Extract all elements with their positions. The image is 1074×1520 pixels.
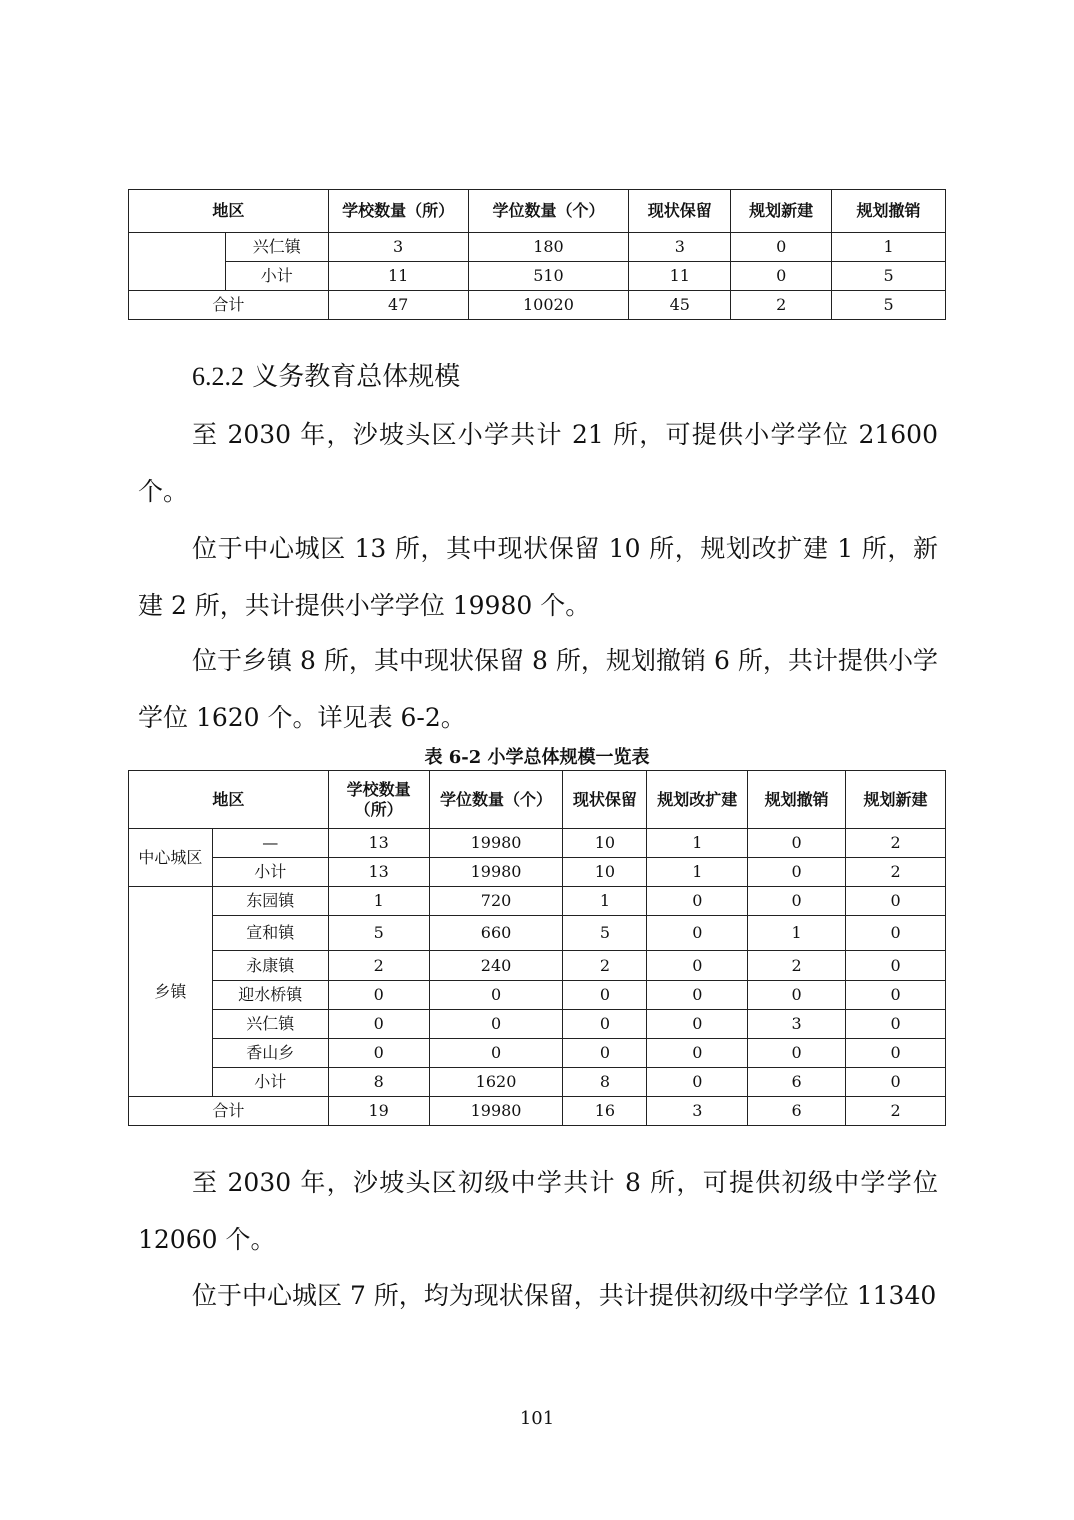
- table-cell: 2: [846, 1097, 946, 1126]
- header-cell: 规划撤销: [832, 190, 946, 233]
- table-cell: 3: [629, 233, 731, 262]
- table-row: [129, 1010, 946, 1039]
- table-cell: 0: [647, 1039, 748, 1068]
- header-cell: 地区: [129, 771, 329, 829]
- table-row: [129, 916, 946, 951]
- table-cell: 0: [328, 1039, 429, 1068]
- subregion-cell: 小计: [212, 858, 328, 887]
- paragraph: 位于乡镇 8 所，其中现状保留 8 所，规划撤销 6 所，共计提供小学学位 1620 个。详见表 6-2。: [138, 646, 938, 732]
- table-cell: 0: [647, 981, 748, 1010]
- header-cell: 规划撤销: [748, 771, 846, 829]
- table-row: [129, 858, 946, 887]
- table-cell: 1: [328, 887, 429, 916]
- header-cell: 学位数量（个）: [429, 771, 563, 829]
- table-cell: 0: [731, 262, 832, 291]
- table-row: [129, 829, 946, 858]
- table-cell: 3: [748, 1010, 846, 1039]
- table-row: [129, 1068, 946, 1097]
- table-cell: 11: [328, 262, 468, 291]
- table-cell: 0: [731, 233, 832, 262]
- table-cell: 47: [328, 291, 468, 320]
- table-row: [129, 262, 946, 291]
- section-heading: [192, 356, 460, 393]
- table-cell: 19: [328, 1097, 429, 1126]
- header-cell: 地区: [129, 190, 329, 233]
- table-cell: 19980: [429, 1097, 563, 1126]
- table-caption: 表 6-2 小学总体规模一览表: [424, 747, 650, 768]
- table-cell: 0: [429, 1039, 563, 1068]
- primary-school-scale-table: [128, 770, 946, 1126]
- table-cell: 0: [846, 1010, 946, 1039]
- table-cell: 0: [846, 1068, 946, 1097]
- header-cell: 现状保留: [563, 771, 647, 829]
- table-cell: 19980: [429, 858, 563, 887]
- table-cell: 510: [468, 262, 629, 291]
- subregion-cell: 迎水桥镇: [212, 981, 328, 1010]
- table-total-row: [129, 291, 946, 320]
- table-cell: 0: [429, 1010, 563, 1039]
- table-cell: 5: [832, 262, 946, 291]
- table-cell: 3: [647, 1097, 748, 1126]
- table-cell: 13: [328, 858, 429, 887]
- header-cell: 学校数量（所）: [328, 771, 429, 829]
- table-cell: 1: [647, 858, 748, 887]
- table-cell: 0: [563, 1039, 647, 1068]
- table-cell: 2: [563, 951, 647, 981]
- table-cell: 45: [629, 291, 731, 320]
- subregion-cell: 宣和镇: [212, 916, 328, 951]
- total-label: 合计: [129, 1097, 329, 1126]
- table-cell: 0: [846, 916, 946, 951]
- table-row: [129, 233, 946, 262]
- subregion-cell: 香山乡: [212, 1039, 328, 1068]
- table-cell: 5: [563, 916, 647, 951]
- table-cell: 0: [748, 981, 846, 1010]
- table-cell: 0: [563, 981, 647, 1010]
- table-cell: 16: [563, 1097, 647, 1126]
- table-row: [129, 981, 946, 1010]
- table-cell: 11: [629, 262, 731, 291]
- table-cell: 2: [731, 291, 832, 320]
- paragraph: 至 2030 年，沙坡头区初级中学共计 8 所，可提供初级中学学位 12060 个。: [138, 1168, 938, 1254]
- header-cell: 现状保留: [629, 190, 731, 233]
- table-cell: 19980: [429, 829, 563, 858]
- table-header-row: [129, 771, 946, 829]
- table-cell: 1: [748, 916, 846, 951]
- table-cell: 10: [563, 858, 647, 887]
- subregion-cell: 兴仁镇: [225, 233, 328, 262]
- table-cell: 10: [563, 829, 647, 858]
- subregion-cell: 永康镇: [212, 951, 328, 981]
- subregion-cell: 小计: [212, 1068, 328, 1097]
- table-cell: 0: [846, 951, 946, 981]
- table-cell: 6: [748, 1068, 846, 1097]
- table-cell: 6: [748, 1097, 846, 1126]
- table-cell: 1: [563, 887, 647, 916]
- table-cell: 0: [748, 829, 846, 858]
- subregion-cell: 东园镇: [212, 887, 328, 916]
- table-cell: 0: [328, 1010, 429, 1039]
- table-cell: 1: [832, 233, 946, 262]
- table-cell: 1620: [429, 1068, 563, 1097]
- table-cell: 0: [328, 981, 429, 1010]
- section-title: 义务教育总体规模: [252, 362, 461, 392]
- table-cell: 2: [748, 951, 846, 981]
- table-cell: 10020: [468, 291, 629, 320]
- header-cell: 规划新建: [731, 190, 832, 233]
- region-cell: [129, 233, 226, 291]
- table-cell: 5: [328, 916, 429, 951]
- table-cell: 5: [832, 291, 946, 320]
- table-header-row: [129, 190, 946, 233]
- table-cell: 0: [647, 887, 748, 916]
- table-cell: 0: [748, 1039, 846, 1068]
- table-cell: 0: [647, 1068, 748, 1097]
- table-cell: 0: [748, 887, 846, 916]
- table-cell: 0: [647, 916, 748, 951]
- table-row: [129, 887, 946, 916]
- section-number: 6.2.2: [192, 362, 244, 391]
- subregion-cell: 小计: [225, 262, 328, 291]
- header-cell: 规划改扩建: [647, 771, 748, 829]
- table-cell: 2: [846, 858, 946, 887]
- school-table-continued: [128, 189, 946, 320]
- subregion-cell: 兴仁镇: [212, 1010, 328, 1039]
- region-cell: 中心城区: [129, 829, 213, 887]
- table-cell: 0: [846, 1039, 946, 1068]
- header-cell: 学校数量（所）: [328, 190, 468, 233]
- table-cell: 0: [563, 1010, 647, 1039]
- subregion-cell: —: [212, 829, 328, 858]
- paragraph: 位于中心城区 7 所，均为现状保留，共计提供初级中学学位 11340: [192, 1281, 937, 1310]
- table-cell: 0: [748, 858, 846, 887]
- table-cell: 0: [846, 887, 946, 916]
- table-cell: 0: [647, 1010, 748, 1039]
- table-row: [129, 1039, 946, 1068]
- paragraph: 位于中心城区 13 所，其中现状保留 10 所，规划改扩建 1 所，新建 2 所，共计提供小学学位 19980 个。: [138, 534, 938, 620]
- table-total-row: [129, 1097, 946, 1126]
- table-cell: 660: [429, 916, 563, 951]
- total-label: 合计: [129, 291, 329, 320]
- table-cell: 8: [563, 1068, 647, 1097]
- page-number: 101: [519, 1408, 555, 1429]
- header-cell: 规划新建: [846, 771, 946, 829]
- table-row: [129, 951, 946, 981]
- table-cell: 240: [429, 951, 563, 981]
- table-cell: 13: [328, 829, 429, 858]
- region-cell: 乡镇: [129, 887, 213, 1097]
- paragraph: 至 2030 年，沙坡头区小学共计 21 所，可提供小学学位 21600 个。: [138, 420, 938, 506]
- table-cell: 720: [429, 887, 563, 916]
- table-cell: 0: [429, 981, 563, 1010]
- table-cell: 8: [328, 1068, 429, 1097]
- table-cell: 1: [647, 829, 748, 858]
- table-cell: 3: [328, 233, 468, 262]
- table-cell: 2: [328, 951, 429, 981]
- table-cell: 0: [846, 981, 946, 1010]
- table-cell: 180: [468, 233, 629, 262]
- table-cell: 2: [846, 829, 946, 858]
- header-cell: 学位数量（个）: [468, 190, 629, 233]
- table-cell: 0: [647, 951, 748, 981]
